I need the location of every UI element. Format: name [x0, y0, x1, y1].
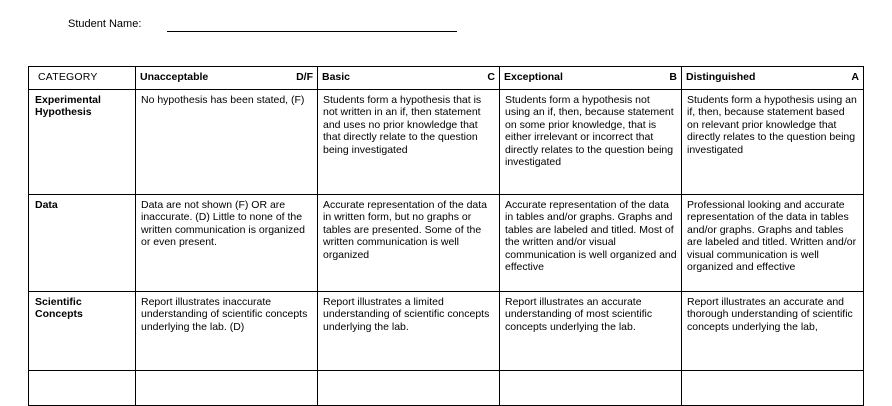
- cell-empty-unacceptable: [136, 371, 318, 406]
- cell-data-unacceptable: Data are not shown (F) OR are inaccurate. (D) Little to none of the written communication is organized or even present.: [136, 195, 318, 292]
- header-level-exceptional: [500, 67, 682, 90]
- criterion-experimental-hypothesis: Experimental Hypothesis: [29, 90, 136, 195]
- cell-data-exceptional: Accurate representation of the data in tables and/or graphs. Graphs and tables are labeled and titled. Most of the written and/or visual communication is well organized and effective: [500, 195, 682, 292]
- header-grade-unacceptable: D/F: [296, 71, 313, 84]
- cell-empty-distinguished: [682, 371, 864, 406]
- criterion-scientific-concepts: Scientific Concepts: [29, 292, 136, 371]
- table-row: [29, 371, 864, 406]
- cell-concepts-unacceptable: Report illustrates inaccurate understanding of scientific concepts underlying the lab. (D): [136, 292, 318, 371]
- criterion-empty: [29, 371, 136, 406]
- rubric-table: [28, 66, 864, 406]
- student-name-label: Student Name:: [68, 18, 142, 30]
- cell-data-distinguished: Professional looking and accurate representation of the data in tables and/or graphs. Graphs and tables are labeled and titled. Written and/or visual communication is well organized and effective: [682, 195, 864, 292]
- header-grade-exceptional: B: [669, 71, 677, 84]
- table-row: [29, 292, 864, 371]
- cell-hypothesis-unacceptable: No hypothesis has been stated, (F): [136, 90, 318, 195]
- header-name-distinguished: Distinguished: [686, 71, 756, 84]
- table-header-row: [29, 67, 864, 90]
- cell-data-basic: Accurate representation of the data in written form, but no graphs or tables are presented. Some of the written communication is well organized: [318, 195, 500, 292]
- cell-hypothesis-basic: Students form a hypothesis that is not written in an if, then statement and uses no prior knowledge that that directly relate to the question being investigated: [318, 90, 500, 195]
- table-row: [29, 195, 864, 292]
- student-name-input[interactable]: [167, 18, 457, 32]
- cell-hypothesis-distinguished: Students form a hypothesis using an if, then, because statement based on relevant prior knowledge that directly relates to the question being investigated: [682, 90, 864, 195]
- header-grade-distinguished: A: [851, 71, 859, 84]
- cell-empty-basic: [318, 371, 500, 406]
- cell-concepts-basic: Report illustrates a limited understanding of scientific concepts underlying the lab.: [318, 292, 500, 371]
- header-name-basic: Basic: [322, 71, 351, 84]
- header-level-basic: [318, 67, 500, 90]
- table-row: [29, 90, 864, 195]
- student-name-row: [68, 18, 457, 32]
- header-level-distinguished: [682, 67, 864, 90]
- cell-concepts-exceptional: Report illustrates an accurate understanding of most scientific concepts underlying the lab.: [500, 292, 682, 371]
- rubric-table-wrapper: [28, 66, 864, 406]
- header-level-unacceptable: [136, 67, 318, 90]
- cell-hypothesis-exceptional: Students form a hypothesis not using an if, then, because statement on some prior knowledge, that is either irrelevant or incorrect that directly relates to the question being investigated: [500, 90, 682, 195]
- header-grade-basic: C: [487, 71, 495, 84]
- header-category: CATEGORY: [29, 67, 136, 90]
- criterion-data: Data: [29, 195, 136, 292]
- cell-concepts-distinguished: Report illustrates an accurate and thorough understanding of scientific concepts underlying the lab,: [682, 292, 864, 371]
- cell-empty-exceptional: [500, 371, 682, 406]
- header-name-unacceptable: Unacceptable: [140, 71, 209, 84]
- header-name-exceptional: Exceptional: [504, 71, 563, 84]
